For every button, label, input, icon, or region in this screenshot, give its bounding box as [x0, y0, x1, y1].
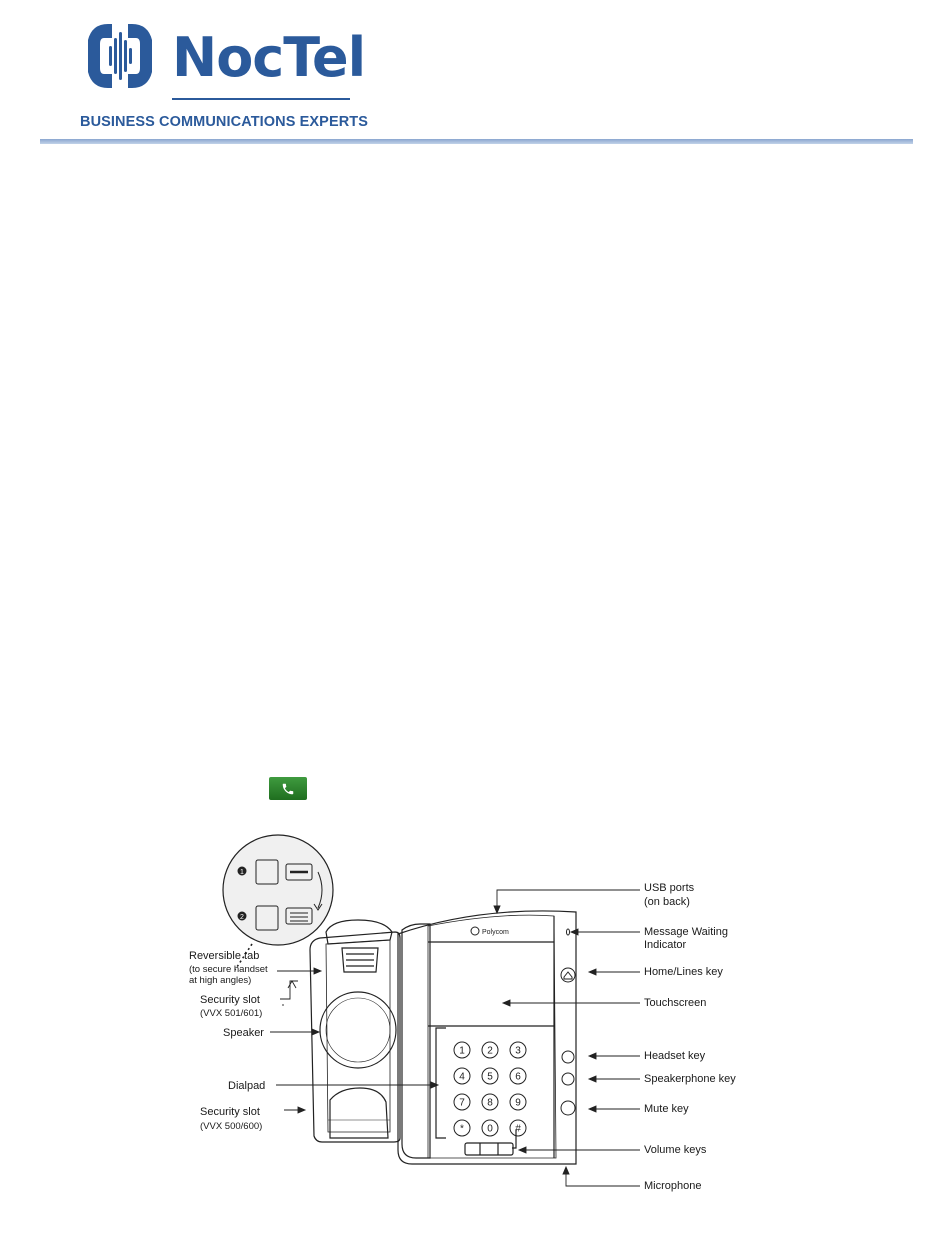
- phone-icon: [269, 777, 307, 800]
- brand-underline: [172, 98, 350, 100]
- label-headset-key: Headset key: [644, 1050, 706, 1062]
- label-microphone: Microphone: [644, 1180, 702, 1192]
- headset-key: [562, 1051, 574, 1063]
- phone-diagram: [180, 820, 780, 1220]
- dialpad-key-label: 6: [515, 1071, 521, 1083]
- dialpad-key-label: 2: [487, 1045, 493, 1057]
- label-security-slot-1: Security slot: [200, 994, 260, 1006]
- dialpad-key-label: 3: [515, 1045, 521, 1057]
- label-dialpad: Dialpad: [228, 1080, 266, 1092]
- label-usb-ports: USB ports: [644, 882, 695, 894]
- dialpad-key-label: 9: [515, 1097, 521, 1109]
- dialpad-key-label: 1: [459, 1045, 465, 1057]
- phone-base: [402, 924, 430, 1158]
- header-divider: [40, 139, 913, 144]
- label-mute-key: Mute key: [644, 1103, 689, 1115]
- label-home-lines-key: Home/Lines key: [644, 966, 723, 978]
- label-speaker: Speaker: [223, 1027, 264, 1039]
- label-security-slot-2: Security slot: [200, 1106, 260, 1118]
- speaker-grille: [320, 992, 396, 1068]
- dialpad-key-label: 7: [459, 1097, 465, 1109]
- polycom-logo-icon: [471, 927, 479, 935]
- inset-step-1: 1: [240, 869, 244, 876]
- handset-glyph-icon: [281, 782, 295, 796]
- label-security-slot-2-note: (VVX 500/600): [200, 1121, 263, 1132]
- polycom-brand: Polycom: [482, 929, 509, 936]
- label-usb-ports-note: (on back): [644, 896, 690, 908]
- dialpad: [454, 1042, 526, 1136]
- label-volume-keys: Volume keys: [644, 1144, 707, 1156]
- mute-key: [561, 1101, 575, 1115]
- logo-mark-icon: [82, 18, 158, 94]
- label-reversible-tab-note-2: at high angles): [189, 975, 252, 986]
- dialpad-key-label: #: [515, 1123, 521, 1135]
- dialpad-key-label: *: [460, 1123, 464, 1135]
- reversible-tab: [326, 920, 392, 944]
- dialpad-key-label: 8: [487, 1097, 493, 1109]
- label-message-waiting: Message Waiting: [644, 926, 728, 938]
- label-speakerphone-key: Speakerphone key: [644, 1073, 736, 1085]
- label-security-slot-1-note: (VVX 501/601): [200, 1008, 263, 1019]
- label-reversible-tab: Reversible tab: [189, 950, 260, 962]
- noctel-logo: [80, 18, 369, 136]
- dialpad-key-label: 4: [459, 1071, 465, 1083]
- label-touchscreen: Touchscreen: [644, 997, 707, 1009]
- brand-name: NocTel: [172, 26, 366, 89]
- label-message-waiting-2: Indicator: [644, 939, 687, 951]
- speakerphone-key: [562, 1073, 574, 1085]
- inset-step-2: 2: [240, 914, 244, 921]
- home-key: [561, 968, 575, 982]
- label-reversible-tab-note-1: (to secure handset: [189, 964, 268, 975]
- brand-tagline: BUSINESS COMMUNICATIONS EXPERTS: [80, 114, 369, 130]
- dialpad-key-label: 0: [487, 1123, 493, 1135]
- dialpad-key-label: 5: [487, 1071, 493, 1083]
